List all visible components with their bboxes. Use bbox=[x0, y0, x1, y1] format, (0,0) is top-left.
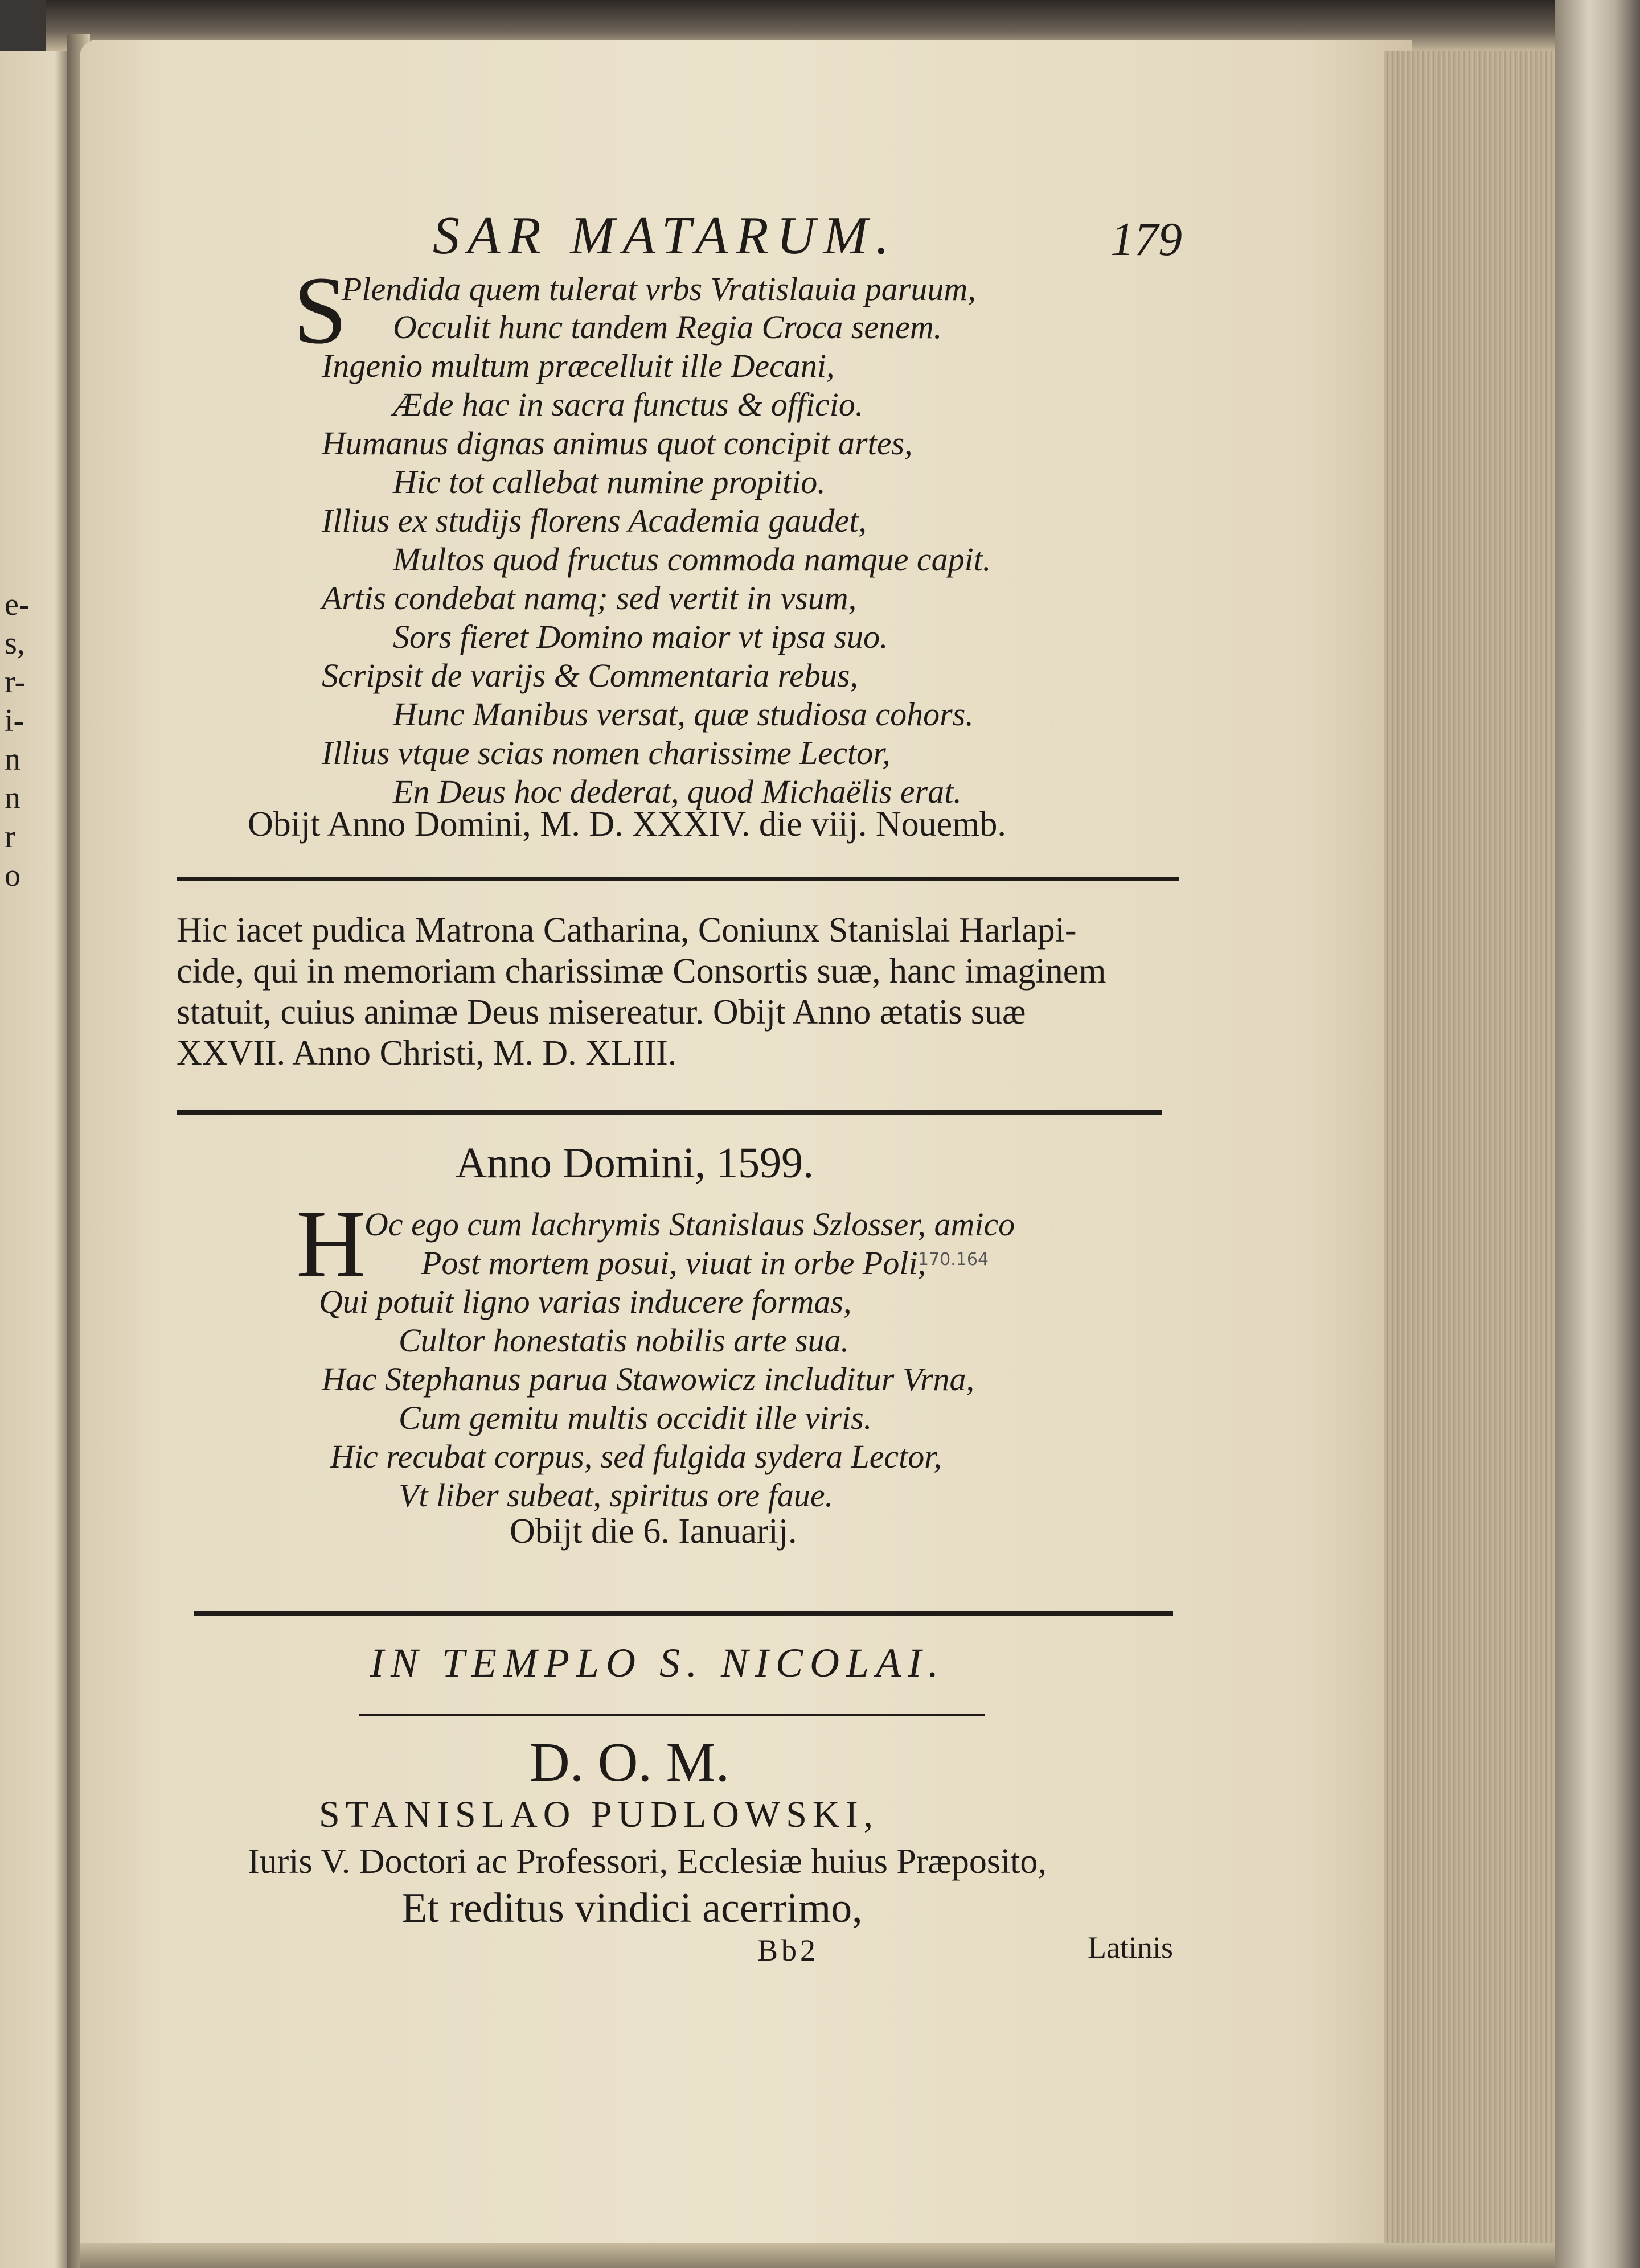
verse-line: Oc ego cum lachrymis Stanislaus Szlosser, amico bbox=[364, 1206, 1015, 1243]
left-fragment: s, bbox=[5, 626, 25, 661]
section-rule bbox=[194, 1611, 1173, 1616]
left-fragment: o bbox=[5, 858, 20, 893]
prose-line: Hic iacet pudica Matrona Catharina, Coniunx Stanislai Harlapi- bbox=[177, 911, 1077, 950]
left-fragment: r- bbox=[5, 664, 26, 700]
verse-line: Æde hac in sacra functus & officio. bbox=[393, 386, 864, 423]
verse-line: Humanus dignas animus quot concipit artes, bbox=[322, 425, 913, 462]
verse-line: Cum gemitu multis occidit ille viris. bbox=[399, 1399, 872, 1436]
verse-line: Occulit hunc tandem Regia Croca senem. bbox=[393, 309, 942, 346]
verse-line: Vt liber subeat, spiritus ore faue. bbox=[399, 1477, 834, 1514]
heading-underline bbox=[359, 1714, 985, 1716]
inscription-line: Et reditus vindici acerrimo, bbox=[401, 1885, 863, 1932]
dedicatee-name: STANISLAO PUDLOWSKI, bbox=[319, 1794, 879, 1835]
left-fragment: r bbox=[5, 819, 15, 854]
section-rule bbox=[177, 877, 1179, 881]
section-rule bbox=[177, 1110, 1162, 1115]
verse-line: En Deus hoc dederat, quod Michaëlis erat. bbox=[393, 773, 962, 810]
left-fragment: n bbox=[5, 780, 20, 816]
year-heading: Anno Domini, 1599. bbox=[456, 1139, 814, 1187]
book-bottom-edge bbox=[80, 2243, 1555, 2268]
left-fragment: n bbox=[5, 742, 20, 777]
verse-line: Illius ex studijs florens Academia gaudet, bbox=[322, 502, 867, 539]
page-edges bbox=[1384, 51, 1555, 2268]
left-fragment: i- bbox=[5, 703, 24, 738]
church-heading: IN TEMPLO S. NICOLAI. bbox=[370, 1640, 946, 1686]
verse-line: Sors fieret Domino maior vt ipsa suo. bbox=[393, 618, 888, 655]
verse-line: Post mortem posui, viuat in orbe Poli, bbox=[421, 1244, 926, 1281]
death-date-line: Obijt die 6. Ianuarij. bbox=[510, 1512, 797, 1551]
verse-line: Cultor honestatis nobilis arte sua. bbox=[399, 1322, 850, 1359]
running-header: SAR MATARUM. bbox=[433, 206, 897, 265]
verse-line: Scripsit de varijs & Commentaria rebus, bbox=[322, 657, 858, 694]
death-date-line: Obijt Anno Domini, M. D. XXXIV. die viij. Nouemb. bbox=[248, 805, 1006, 844]
prose-line: XXVII. Anno Christi, M. D. XLIII. bbox=[177, 1034, 677, 1073]
prose-line: statuit, cuius animæ Deus misereatur. Obijt Anno ætatis suæ bbox=[177, 993, 1026, 1032]
pencil-margin-note: 170.164 bbox=[918, 1250, 989, 1269]
page-number: 179 bbox=[1110, 213, 1182, 266]
verse-line: Ingenio multum præcelluit ille Decani, bbox=[322, 347, 835, 384]
verse-line: Hic recubat corpus, sed fulgida sydera Lector, bbox=[330, 1438, 942, 1475]
book-cover-edge bbox=[1555, 0, 1640, 2268]
catchword: Latinis bbox=[1088, 1930, 1173, 1965]
left-page-strip bbox=[0, 51, 68, 2268]
left-fragment: e- bbox=[5, 587, 30, 622]
verse-line: Multos quod fructus commoda namque capit. bbox=[393, 541, 991, 578]
dom-inscription: D. O. M. bbox=[530, 1732, 730, 1793]
verse-line: Hic tot callebat numine propitio. bbox=[393, 463, 826, 500]
drop-cap-s: S bbox=[293, 257, 347, 364]
drop-cap-h: H bbox=[296, 1190, 366, 1297]
verse-line: Plendida quem tulerat vrbs Vratislauia paruum, bbox=[342, 270, 976, 307]
verse-line: Illius vtque scias nomen charissime Lector, bbox=[322, 734, 891, 771]
prose-line: cide, qui in memoriam charissimæ Consortis suæ, hanc imaginem bbox=[177, 952, 1106, 991]
inscription-line: Iuris V. Doctori ac Professori, Ecclesiæ huius Præposito, bbox=[248, 1842, 1047, 1881]
signature-mark: Bb2 bbox=[757, 1933, 819, 1967]
verse-line: Qui potuit ligno varias inducere formas, bbox=[319, 1283, 852, 1320]
verse-line: Artis condebat namq; sed vertit in vsum, bbox=[322, 580, 857, 617]
verse-line: Hunc Manibus versat, quæ studiosa cohors. bbox=[393, 696, 974, 733]
verse-line: Hac Stephanus parua Stawowicz includitur Vrna, bbox=[322, 1361, 975, 1398]
